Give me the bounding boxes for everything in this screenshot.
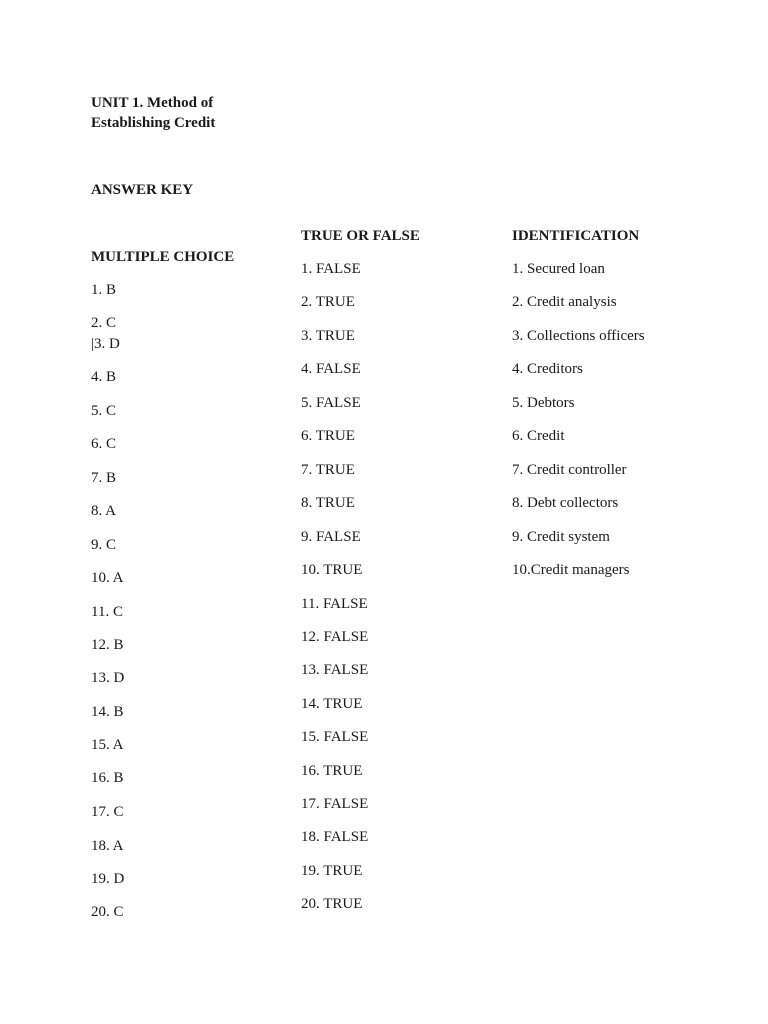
tf-answer-13: 13. FALSE <box>301 662 369 678</box>
true-or-false-heading: TRUE OR FALSE <box>301 228 420 244</box>
identification-heading: IDENTIFICATION <box>512 228 640 244</box>
tf-answer-9: 9. FALSE <box>301 529 361 545</box>
mc-answer-8: 8. A <box>91 503 117 519</box>
mc-answer-20: 20. C <box>91 904 124 920</box>
mc-answer-3: |3. D <box>91 336 120 352</box>
mc-answer-16: 16. B <box>91 770 124 786</box>
multiple-choice-heading: MULTIPLE CHOICE <box>91 249 235 265</box>
mc-answer-17: 17. C <box>91 804 124 820</box>
mc-answer-6: 6. C <box>91 436 117 452</box>
title-line-1: UNIT 1. Method of <box>91 95 214 111</box>
tf-answer-6: 6. TRUE <box>301 428 355 444</box>
tf-answer-8: 8. TRUE <box>301 495 355 511</box>
id-answer-10: 10.Credit managers <box>512 562 630 578</box>
tf-answer-17: 17. FALSE <box>301 796 369 812</box>
tf-answer-15: 15. FALSE <box>301 729 369 745</box>
mc-answer-18: 18. A <box>91 838 124 854</box>
tf-answer-14: 14. TRUE <box>301 696 363 712</box>
title-line-2: Establishing Credit <box>91 115 216 131</box>
tf-answer-2: 2. TRUE <box>301 294 355 310</box>
tf-answer-16: 16. TRUE <box>301 763 363 779</box>
tf-answer-3: 3. TRUE <box>301 328 355 344</box>
tf-answer-5: 5. FALSE <box>301 395 361 411</box>
mc-answer-19: 19. D <box>91 871 125 887</box>
mc-answer-11: 11. C <box>91 604 123 620</box>
tf-answer-20: 20. TRUE <box>301 896 363 912</box>
mc-answer-1: 1. B <box>91 282 117 298</box>
tf-answer-18: 18. FALSE <box>301 829 369 845</box>
id-answer-1: 1. Secured loan <box>512 261 605 277</box>
id-answer-8: 8. Debt collectors <box>512 495 619 511</box>
id-answer-3: 3. Collections officers <box>512 328 645 344</box>
id-answer-5: 5. Debtors <box>512 395 575 411</box>
mc-answer-2: 2. C <box>91 315 117 331</box>
mc-answer-10: 10. A <box>91 570 124 586</box>
answer-key-label: ANSWER KEY <box>91 182 194 198</box>
mc-answer-4: 4. B <box>91 369 117 385</box>
document-title <box>91 93 291 133</box>
tf-answer-7: 7. TRUE <box>301 462 355 478</box>
mc-answer-14: 14. B <box>91 704 124 720</box>
mc-answer-15: 15. A <box>91 737 124 753</box>
tf-answer-1: 1. FALSE <box>301 261 361 277</box>
tf-answer-10: 10. TRUE <box>301 562 363 578</box>
mc-answer-7: 7. B <box>91 470 117 486</box>
id-answer-7: 7. Credit controller <box>512 462 627 478</box>
tf-answer-12: 12. FALSE <box>301 629 369 645</box>
mc-answer-9: 9. C <box>91 537 117 553</box>
id-answer-9: 9. Credit system <box>512 529 610 545</box>
mc-answer-13: 13. D <box>91 670 125 686</box>
mc-answer-5: 5. C <box>91 403 117 419</box>
tf-answer-4: 4. FALSE <box>301 361 361 377</box>
tf-answer-11: 11. FALSE <box>301 596 368 612</box>
id-answer-4: 4. Creditors <box>512 361 583 377</box>
mc-answer-12: 12. B <box>91 637 124 653</box>
id-answer-2: 2. Credit analysis <box>512 294 617 310</box>
id-answer-6: 6. Credit <box>512 428 565 444</box>
tf-answer-19: 19. TRUE <box>301 863 363 879</box>
